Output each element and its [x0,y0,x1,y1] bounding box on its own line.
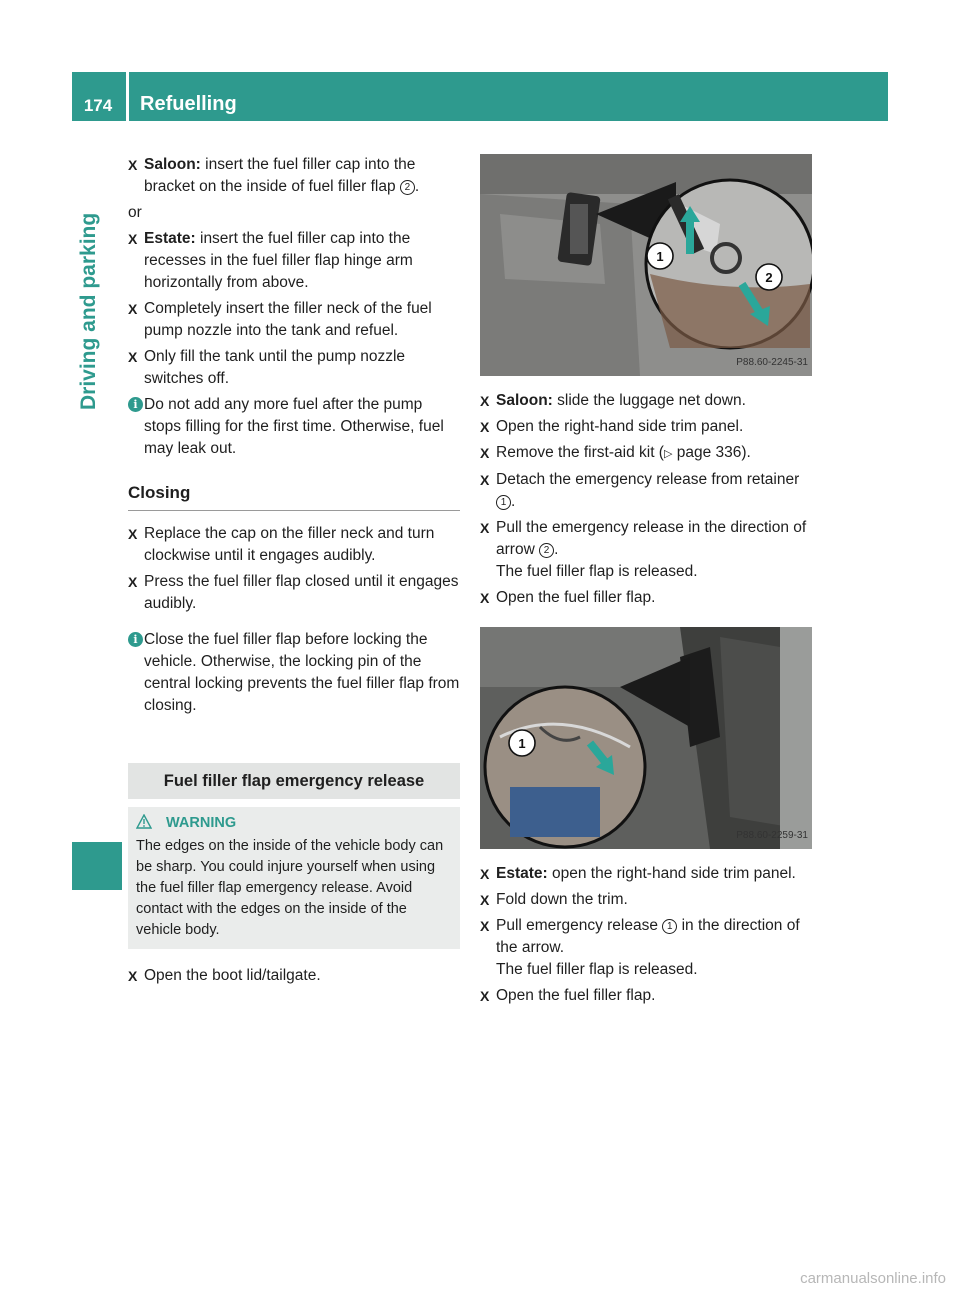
step-result: The fuel filler flap is released. [496,563,698,580]
page-ref-arrow-icon: ▷ [663,448,673,460]
right-column [480,154,812,1011]
page-ref-link[interactable]: page 336). [672,444,751,461]
callout-1: 1 [656,249,664,264]
callout-number-icon: 1 [662,919,677,934]
x-bullet-icon: X [480,472,490,488]
step-text: in the direction of the arrow. [496,917,800,956]
step-text: Press the fuel filler flap closed until it engages audibly. [144,573,459,612]
saloon-release-photo [480,154,812,376]
x-bullet-icon: X [128,301,138,317]
step-open-flap-estate [480,985,812,1007]
x-bullet-icon: X [128,574,138,590]
callout-2: 2 [765,270,773,285]
x-bullet-icon: X [480,892,490,908]
x-bullet-icon: X [480,419,490,435]
step-press-flap [128,571,460,615]
step-open-boot [128,965,460,987]
estate-photo-illustration [480,627,812,849]
callout-number-icon: 2 [539,543,554,558]
step-text: Open the right-hand side trim panel. [496,418,744,435]
step-text: Detach the emergency release from retainer [496,471,800,488]
x-bullet-icon: X [128,526,138,542]
step-result: The fuel filler flap is released. [496,961,698,978]
photo-caption: P88.60-2259-31 [736,830,808,841]
warning-title: WARNING [166,815,237,831]
saloon-photo-illustration [480,154,812,376]
info-text: Do not add any more fuel after the pump stops filling for the first time. Otherwise, fuel may leak out. [144,396,444,457]
step-text: insert the fuel filler cap into the bracket on the inside of fuel filler flap [144,156,416,195]
left-column [128,154,460,991]
step-pull-estate-release [480,915,812,981]
step-text: insert the fuel filler cap into the recesses in the fuel filler flap hinge arm horizontally from above. [144,230,413,291]
step-insert-nozzle [128,298,460,342]
step-text: slide the luggage net down. [552,392,746,409]
step-replace-cap [128,523,460,567]
step-estate-trim [480,863,812,885]
closing-heading: Closing [128,482,460,511]
step-detach-release [480,469,812,513]
x-bullet-icon: X [480,590,490,606]
step-saloon-net [480,390,812,412]
section-title: Refuelling [140,93,237,115]
step-text: Fold down the trim. [496,891,628,908]
step-fill-tank [128,346,460,390]
x-bullet-icon: X [128,349,138,365]
page-number: 174 [83,96,113,115]
x-bullet-icon: X [128,157,138,173]
x-bullet-icon: X [480,866,490,882]
step-text: Replace the cap on the filler neck and turn clockwise until it engages audibly. [144,525,435,564]
side-tab-label: Driving and parking [77,212,100,410]
step-text: Only fill the tank until the pump nozzle switches off. [144,348,406,387]
callout-number-icon: 2 [400,180,415,195]
step-estate-cap [128,228,460,294]
callout-number-icon: 1 [496,495,511,510]
step-text: Open the boot lid/tailgate. [144,967,321,984]
step-open-trim [480,416,812,438]
step-saloon-cap [128,154,460,198]
step-remove-kit [480,442,812,465]
step-text: Pull the emergency release in the direction of arrow [496,519,807,558]
info-icon: i [128,632,143,647]
step-bold-label: Estate: [496,865,548,882]
info-text: Close the fuel filler flap before locking the vehicle. Otherwise, the locking pin of the central locking prevents the fuel filler flap from closing. [144,631,460,714]
info-note [128,629,460,717]
step-text: Open the fuel filler flap. [496,589,656,606]
step-fold-trim [480,889,812,911]
side-tab-block [72,842,122,890]
x-bullet-icon: X [480,988,490,1004]
emergency-release-heading: Fuel filler flap emergency release [128,763,460,799]
x-bullet-icon: X [480,520,490,536]
step-text-end: . [511,493,516,510]
x-bullet-icon: X [480,918,490,934]
warning-triangle-icon [136,814,152,836]
step-pull-release [480,517,812,583]
step-text: Completely insert the filler neck of the fuel pump nozzle into the tank and refuel. [144,300,432,339]
info-icon: i [128,397,143,412]
step-text-end: . [414,178,420,195]
step-text: Remove the first-aid kit ( [496,444,664,461]
step-bold-label: Estate: [144,230,196,247]
info-note [128,394,460,460]
step-bold-label: Saloon: [144,156,201,173]
step-text-end: . [554,541,559,558]
callout-1: 1 [518,736,526,751]
warning-box [128,807,460,949]
or-text: or [128,204,142,221]
x-bullet-icon: X [480,445,490,461]
step-bold-label: Saloon: [496,392,553,409]
step-open-flap [480,587,812,609]
x-bullet-icon: X [128,231,138,247]
estate-release-photo [480,627,812,849]
footer-watermark: carmanualsonline.info [800,1270,946,1287]
x-bullet-icon: X [128,968,138,984]
x-bullet-icon: X [480,393,490,409]
step-text: Open the fuel filler flap. [496,987,656,1004]
photo-caption: P88.60-2245-31 [736,357,808,368]
warning-text: The edges on the inside of the vehicle body can be sharp. You could injure yourself when using the fuel filler flap emergency release. Avoid contact with the edges on the inside of the vehicle body. [136,838,444,938]
step-text: open the right-hand side trim panel. [547,865,796,882]
header-divider [126,72,129,121]
step-text: Pull emergency release [496,917,663,934]
